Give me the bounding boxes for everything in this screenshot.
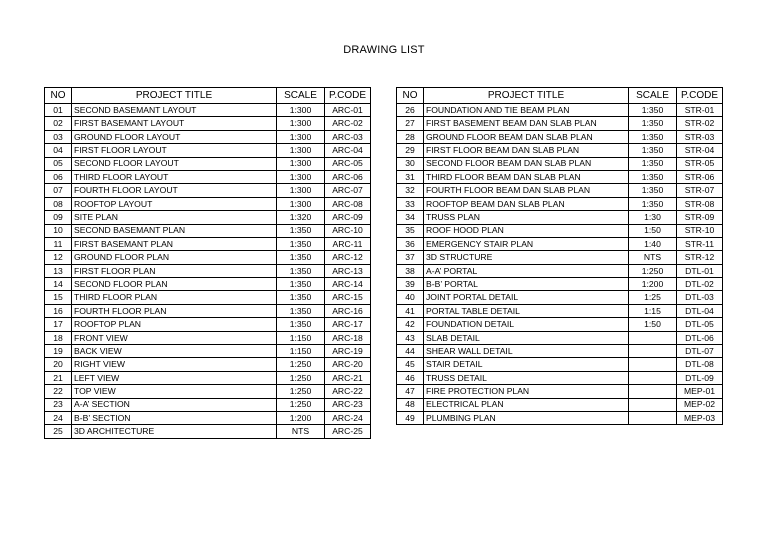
table-row bbox=[397, 184, 723, 197]
cell-project-title: PORTAL TABLE DETAIL bbox=[424, 304, 629, 317]
cell-scale bbox=[629, 398, 677, 411]
cell-no: 36 bbox=[397, 237, 424, 250]
cell-project-title: SECOND FLOOR LAYOUT bbox=[72, 157, 277, 170]
cell-no: 29 bbox=[397, 144, 424, 157]
cell-no: 10 bbox=[45, 224, 72, 237]
cell-code: ARC-14 bbox=[325, 278, 371, 291]
cell-code: STR-11 bbox=[677, 237, 723, 250]
cell-scale bbox=[629, 331, 677, 344]
cell-project-title: SECOND BASEMANT PLAN bbox=[72, 224, 277, 237]
cell-scale bbox=[629, 358, 677, 371]
cell-code: ARC-10 bbox=[325, 224, 371, 237]
cell-code: DTL-03 bbox=[677, 291, 723, 304]
cell-no: 38 bbox=[397, 264, 424, 277]
cell-no: 03 bbox=[45, 130, 72, 143]
cell-no: 39 bbox=[397, 278, 424, 291]
cell-scale: 1:300 bbox=[277, 117, 325, 130]
cell-project-title: GROUND FLOOR PLAN bbox=[72, 251, 277, 264]
cell-project-title: SITE PLAN bbox=[72, 211, 277, 224]
cell-no: 13 bbox=[45, 264, 72, 277]
cell-code: DTL-04 bbox=[677, 304, 723, 317]
cell-no: 17 bbox=[45, 318, 72, 331]
cell-scale: 1:150 bbox=[277, 331, 325, 344]
table-row bbox=[397, 157, 723, 170]
cell-scale: 1:350 bbox=[277, 237, 325, 250]
cell-code: ARC-25 bbox=[325, 425, 371, 438]
cell-no: 05 bbox=[45, 157, 72, 170]
cell-scale: 1:300 bbox=[277, 170, 325, 183]
table-row bbox=[397, 211, 723, 224]
table-row bbox=[45, 117, 371, 130]
cell-scale bbox=[629, 371, 677, 384]
cell-no: 47 bbox=[397, 385, 424, 398]
cell-no: 41 bbox=[397, 304, 424, 317]
table-row bbox=[45, 170, 371, 183]
cell-code: MEP-03 bbox=[677, 411, 723, 424]
cell-code: DTL-06 bbox=[677, 331, 723, 344]
cell-scale: 1:350 bbox=[277, 278, 325, 291]
cell-no: 34 bbox=[397, 211, 424, 224]
table-row bbox=[45, 358, 371, 371]
cell-project-title: A-A’ PORTAL bbox=[424, 264, 629, 277]
cell-no: 49 bbox=[397, 411, 424, 424]
cell-project-title: ELECTRICAL PLAN bbox=[424, 398, 629, 411]
cell-project-title: LEFT VIEW bbox=[72, 371, 277, 384]
table-row bbox=[45, 291, 371, 304]
cell-project-title: A-A’ SECTION bbox=[72, 398, 277, 411]
table-row bbox=[397, 345, 723, 358]
table-row bbox=[397, 130, 723, 143]
table-row bbox=[45, 144, 371, 157]
table-row bbox=[397, 371, 723, 384]
header-scale: SCALE bbox=[629, 88, 677, 104]
cell-project-title: SECOND BASEMANT LAYOUT bbox=[72, 104, 277, 117]
table-row bbox=[45, 211, 371, 224]
cell-scale: 1:350 bbox=[277, 318, 325, 331]
cell-code: ARC-16 bbox=[325, 304, 371, 317]
cell-project-title: FOUNDATION DETAIL bbox=[424, 318, 629, 331]
cell-no: 28 bbox=[397, 130, 424, 143]
cell-no: 20 bbox=[45, 358, 72, 371]
cell-scale: 1:300 bbox=[277, 184, 325, 197]
cell-project-title: FOURTH FLOOR PLAN bbox=[72, 304, 277, 317]
table-row bbox=[45, 331, 371, 344]
cell-project-title: SECOND FLOOR BEAM DAN SLAB PLAN bbox=[424, 157, 629, 170]
cell-project-title: THIRD FLOOR PLAN bbox=[72, 291, 277, 304]
table-row bbox=[45, 425, 371, 438]
header-project-title: PROJECT TITLE bbox=[424, 88, 629, 104]
cell-code: ARC-19 bbox=[325, 345, 371, 358]
cell-code: ARC-24 bbox=[325, 411, 371, 424]
cell-no: 14 bbox=[45, 278, 72, 291]
cell-no: 45 bbox=[397, 358, 424, 371]
cell-code: ARC-03 bbox=[325, 130, 371, 143]
cell-project-title: JOINT PORTAL DETAIL bbox=[424, 291, 629, 304]
cell-project-title: EMERGENCY STAIR PLAN bbox=[424, 237, 629, 250]
cell-no: 19 bbox=[45, 345, 72, 358]
cell-code: STR-04 bbox=[677, 144, 723, 157]
cell-project-title: FOURTH FLOOR LAYOUT bbox=[72, 184, 277, 197]
drawing-list-table-left bbox=[44, 87, 371, 439]
cell-code: STR-05 bbox=[677, 157, 723, 170]
cell-no: 16 bbox=[45, 304, 72, 317]
cell-scale: 1:30 bbox=[629, 211, 677, 224]
cell-scale: 1:350 bbox=[277, 224, 325, 237]
cell-scale bbox=[629, 411, 677, 424]
cell-code: STR-07 bbox=[677, 184, 723, 197]
cell-scale: 1:350 bbox=[629, 170, 677, 183]
table-row bbox=[45, 157, 371, 170]
cell-no: 02 bbox=[45, 117, 72, 130]
cell-no: 24 bbox=[45, 411, 72, 424]
cell-project-title: TRUSS PLAN bbox=[424, 211, 629, 224]
cell-code: ARC-05 bbox=[325, 157, 371, 170]
cell-no: 43 bbox=[397, 331, 424, 344]
cell-scale: 1:350 bbox=[629, 157, 677, 170]
cell-project-title: STAIR DETAIL bbox=[424, 358, 629, 371]
cell-no: 08 bbox=[45, 197, 72, 210]
cell-scale: 1:250 bbox=[277, 398, 325, 411]
table-row bbox=[397, 304, 723, 317]
cell-no: 48 bbox=[397, 398, 424, 411]
cell-no: 15 bbox=[45, 291, 72, 304]
cell-scale: 1:15 bbox=[629, 304, 677, 317]
cell-scale: 1:50 bbox=[629, 318, 677, 331]
cell-scale: 1:300 bbox=[277, 144, 325, 157]
header-no: NO bbox=[45, 88, 72, 104]
header-no: NO bbox=[397, 88, 424, 104]
cell-project-title: FIRST BASEMANT LAYOUT bbox=[72, 117, 277, 130]
table-row bbox=[397, 117, 723, 130]
table-row bbox=[45, 237, 371, 250]
cell-project-title: FOUNDATION AND TIE BEAM PLAN bbox=[424, 104, 629, 117]
cell-code: DTL-08 bbox=[677, 358, 723, 371]
cell-no: 31 bbox=[397, 170, 424, 183]
cell-code: ARC-23 bbox=[325, 398, 371, 411]
table-row bbox=[397, 224, 723, 237]
cell-project-title: ROOF HOOD PLAN bbox=[424, 224, 629, 237]
table-row bbox=[397, 291, 723, 304]
cell-code: DTL-02 bbox=[677, 278, 723, 291]
cell-no: 35 bbox=[397, 224, 424, 237]
cell-project-title: TRUSS DETAIL bbox=[424, 371, 629, 384]
cell-no: 42 bbox=[397, 318, 424, 331]
cell-scale: 1:350 bbox=[629, 117, 677, 130]
header-code: P.CODE bbox=[325, 88, 371, 104]
cell-code: DTL-07 bbox=[677, 345, 723, 358]
cell-project-title: SHEAR WALL DETAIL bbox=[424, 345, 629, 358]
table-row bbox=[45, 398, 371, 411]
table-row bbox=[397, 170, 723, 183]
cell-scale: 1:350 bbox=[629, 184, 677, 197]
cell-project-title: FIRST FLOOR LAYOUT bbox=[72, 144, 277, 157]
cell-scale: 1:250 bbox=[277, 385, 325, 398]
cell-scale: 1:250 bbox=[629, 264, 677, 277]
cell-code: ARC-15 bbox=[325, 291, 371, 304]
cell-no: 27 bbox=[397, 117, 424, 130]
cell-scale: 1:350 bbox=[629, 104, 677, 117]
cell-scale: 1:320 bbox=[277, 211, 325, 224]
cell-project-title: FRONT VIEW bbox=[72, 331, 277, 344]
cell-project-title: 3D STRUCTURE bbox=[424, 251, 629, 264]
cell-code: STR-09 bbox=[677, 211, 723, 224]
cell-no: 23 bbox=[45, 398, 72, 411]
cell-scale: NTS bbox=[277, 425, 325, 438]
cell-code: ARC-02 bbox=[325, 117, 371, 130]
cell-code: STR-12 bbox=[677, 251, 723, 264]
cell-scale: 1:350 bbox=[277, 264, 325, 277]
table-row bbox=[397, 331, 723, 344]
cell-code: STR-10 bbox=[677, 224, 723, 237]
cell-project-title: ROOFTOP PLAN bbox=[72, 318, 277, 331]
cell-scale: 1:40 bbox=[629, 237, 677, 250]
cell-project-title: FIRST BASEMANT PLAN bbox=[72, 237, 277, 250]
cell-code: ARC-09 bbox=[325, 211, 371, 224]
cell-no: 22 bbox=[45, 385, 72, 398]
header-project-title: PROJECT TITLE bbox=[72, 88, 277, 104]
cell-scale: 1:50 bbox=[629, 224, 677, 237]
cell-scale: 1:300 bbox=[277, 157, 325, 170]
cell-code: ARC-04 bbox=[325, 144, 371, 157]
table-row bbox=[45, 251, 371, 264]
table-row bbox=[45, 411, 371, 424]
cell-code: ARC-21 bbox=[325, 371, 371, 384]
header-scale: SCALE bbox=[277, 88, 325, 104]
cell-project-title: 3D ARCHITECTURE bbox=[72, 425, 277, 438]
cell-project-title: PLUMBING PLAN bbox=[424, 411, 629, 424]
cell-project-title: SECOND FLOOR PLAN bbox=[72, 278, 277, 291]
cell-no: 18 bbox=[45, 331, 72, 344]
drawing-list-table-right bbox=[396, 87, 723, 425]
cell-project-title: GROUND FLOOR BEAM DAN SLAB PLAN bbox=[424, 130, 629, 143]
cell-no: 32 bbox=[397, 184, 424, 197]
cell-scale: 1:300 bbox=[277, 130, 325, 143]
table-row bbox=[45, 304, 371, 317]
cell-scale: NTS bbox=[629, 251, 677, 264]
cell-project-title: FIRST FLOOR PLAN bbox=[72, 264, 277, 277]
cell-code: ARC-17 bbox=[325, 318, 371, 331]
cell-no: 30 bbox=[397, 157, 424, 170]
header-code: P.CODE bbox=[677, 88, 723, 104]
table-row bbox=[397, 237, 723, 250]
cell-no: 44 bbox=[397, 345, 424, 358]
table-row bbox=[397, 278, 723, 291]
cell-no: 37 bbox=[397, 251, 424, 264]
cell-project-title: ROOFTOP LAYOUT bbox=[72, 197, 277, 210]
cell-code: STR-02 bbox=[677, 117, 723, 130]
cell-code: ARC-18 bbox=[325, 331, 371, 344]
cell-no: 04 bbox=[45, 144, 72, 157]
cell-no: 09 bbox=[45, 211, 72, 224]
cell-project-title: FIRST BASEMENT BEAM DAN SLAB PLAN bbox=[424, 117, 629, 130]
cell-no: 12 bbox=[45, 251, 72, 264]
cell-code: ARC-11 bbox=[325, 237, 371, 250]
cell-code: STR-03 bbox=[677, 130, 723, 143]
cell-scale: 1:350 bbox=[629, 197, 677, 210]
table-row bbox=[45, 224, 371, 237]
cell-code: MEP-02 bbox=[677, 398, 723, 411]
table-row bbox=[397, 411, 723, 424]
cell-scale: 1:250 bbox=[277, 371, 325, 384]
cell-code: STR-06 bbox=[677, 170, 723, 183]
cell-scale: 1:350 bbox=[629, 130, 677, 143]
table-row bbox=[45, 371, 371, 384]
cell-scale: 1:200 bbox=[277, 411, 325, 424]
table-row bbox=[397, 197, 723, 210]
cell-project-title: RIGHT VIEW bbox=[72, 358, 277, 371]
cell-no: 21 bbox=[45, 371, 72, 384]
table-row bbox=[397, 385, 723, 398]
cell-code: ARC-20 bbox=[325, 358, 371, 371]
cell-scale: 1:350 bbox=[277, 291, 325, 304]
cell-code: DTL-01 bbox=[677, 264, 723, 277]
cell-project-title: FIRST FLOOR BEAM DAN SLAB PLAN bbox=[424, 144, 629, 157]
table-row bbox=[397, 264, 723, 277]
cell-scale: 1:300 bbox=[277, 104, 325, 117]
cell-scale: 1:200 bbox=[629, 278, 677, 291]
table-row bbox=[397, 251, 723, 264]
table-row bbox=[397, 318, 723, 331]
cell-code: ARC-08 bbox=[325, 197, 371, 210]
cell-project-title: THIRD FLOOR BEAM DAN SLAB PLAN bbox=[424, 170, 629, 183]
cell-scale: 1:250 bbox=[277, 358, 325, 371]
cell-project-title: THIRD FLOOR LAYOUT bbox=[72, 170, 277, 183]
cell-project-title: ROOFTOP BEAM DAN SLAB PLAN bbox=[424, 197, 629, 210]
table-row bbox=[45, 264, 371, 277]
cell-code: STR-08 bbox=[677, 197, 723, 210]
table-row bbox=[397, 358, 723, 371]
cell-no: 07 bbox=[45, 184, 72, 197]
cell-no: 06 bbox=[45, 170, 72, 183]
table-row bbox=[45, 385, 371, 398]
table-row bbox=[397, 144, 723, 157]
table-row bbox=[45, 345, 371, 358]
cell-project-title: B-B’ SECTION bbox=[72, 411, 277, 424]
cell-code: ARC-07 bbox=[325, 184, 371, 197]
document-title: DRAWING LIST bbox=[343, 44, 425, 56]
cell-project-title: FOURTH FLOOR BEAM DAN SLAB PLAN bbox=[424, 184, 629, 197]
cell-no: 26 bbox=[397, 104, 424, 117]
cell-project-title: TOP VIEW bbox=[72, 385, 277, 398]
cell-no: 40 bbox=[397, 291, 424, 304]
table-row bbox=[45, 130, 371, 143]
cell-code: ARC-13 bbox=[325, 264, 371, 277]
table-row bbox=[45, 184, 371, 197]
cell-code: DTL-05 bbox=[677, 318, 723, 331]
cell-project-title: FIRE PROTECTION PLAN bbox=[424, 385, 629, 398]
cell-no: 25 bbox=[45, 425, 72, 438]
table-row bbox=[45, 318, 371, 331]
cell-project-title: GROUND FLOOR LAYOUT bbox=[72, 130, 277, 143]
cell-code: MEP-01 bbox=[677, 385, 723, 398]
cell-project-title: B-B’ PORTAL bbox=[424, 278, 629, 291]
table-row bbox=[397, 104, 723, 117]
cell-code: ARC-22 bbox=[325, 385, 371, 398]
cell-scale: 1:300 bbox=[277, 197, 325, 210]
table-row bbox=[45, 104, 371, 117]
cell-scale: 1:350 bbox=[277, 304, 325, 317]
table-row bbox=[45, 197, 371, 210]
table-header-row bbox=[45, 88, 371, 104]
cell-project-title: BACK VIEW bbox=[72, 345, 277, 358]
cell-scale bbox=[629, 345, 677, 358]
cell-code: ARC-01 bbox=[325, 104, 371, 117]
cell-code: ARC-12 bbox=[325, 251, 371, 264]
cell-code: STR-01 bbox=[677, 104, 723, 117]
cell-no: 33 bbox=[397, 197, 424, 210]
cell-scale: 1:350 bbox=[629, 144, 677, 157]
table-header-row bbox=[397, 88, 723, 104]
table-row bbox=[45, 278, 371, 291]
cell-code: DTL-09 bbox=[677, 371, 723, 384]
table-row bbox=[397, 398, 723, 411]
cell-scale: 1:25 bbox=[629, 291, 677, 304]
cell-no: 11 bbox=[45, 237, 72, 250]
cell-project-title: SLAB DETAIL bbox=[424, 331, 629, 344]
cell-code: ARC-06 bbox=[325, 170, 371, 183]
cell-scale bbox=[629, 385, 677, 398]
cell-no: 01 bbox=[45, 104, 72, 117]
cell-scale: 1:350 bbox=[277, 251, 325, 264]
cell-no: 46 bbox=[397, 371, 424, 384]
cell-scale: 1:150 bbox=[277, 345, 325, 358]
